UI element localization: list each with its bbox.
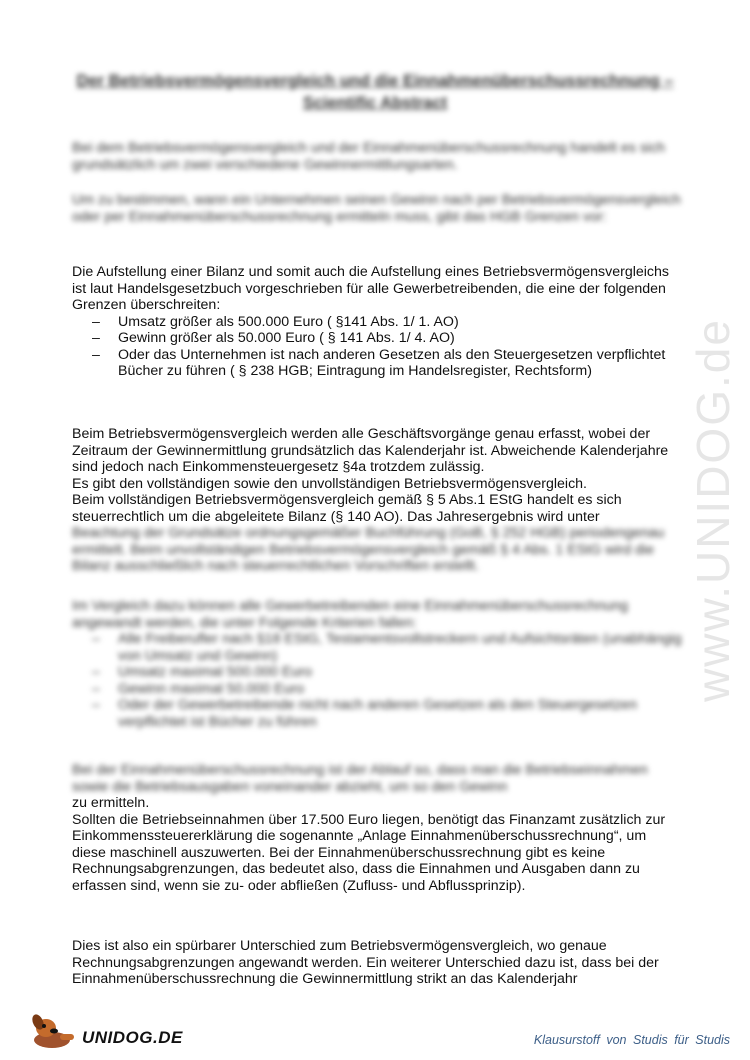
list-item: – Umsatz maximal 500.000 Euro — [92, 664, 682, 681]
logo-text: UNIDOG.DE — [82, 1028, 183, 1047]
footer-tagline: Klausurstoff von Studis für Studis — [533, 1033, 730, 1047]
intro-paragraph-1 — [72, 140, 682, 173]
bvv-line-3: Beim vollständigen Betriebsvermögensvergleich gemäß § 5 Abs.1 EStG handelt es sich steuerrechtlich um die abgeleitete Bilanz (§ 140 AO). Das Jahresergebnis wird unter — [72, 492, 622, 525]
list-item: – Umsatz größer als 500.000 Euro ( §141 Abs. 1/ 1. AO) — [92, 314, 682, 331]
dog-mascot-icon — [24, 1010, 80, 1050]
watermark-text: www.UNIDOG.de — [687, 318, 739, 702]
bvv-blurred-tail: Beachtung der Grundsätze ordnungsgemäßer Buchführung (GoB, § 252 HGB) periodengenau ermittelt. Beim unvollständigen Betriebsvermögensvergleich gemäß § 4 Abs. 1 EStG wird die Bilanz ausschließlich nach steuerrechtlichen Vorschriften erstellt. — [72, 525, 665, 574]
section-bvv — [72, 426, 682, 575]
eur-ablauf-blurred: Bei der Einnahmenüberschussrechnung ist der Ablauf so, dass man die Betriebseinnahmen sowie die Betriebsausgaben voneinander abzieht, um so den Gewinn — [72, 762, 648, 795]
document-title: Der Betriebsvermögensvergleich und die Einnahmenüberschussrechnung – Scientific Abstract — [76, 72, 674, 112]
intro-text-2: Um zu bestimmen, wann ein Unternehmen seinen Gewinn nach per Betriebsvermögensvergleich oder per Einnahmenüberschussrechnung ermitteln muss, gibt das HGB Grenzen vor: — [72, 192, 681, 225]
eur-ablauf-text-1: zu ermitteln. — [72, 795, 150, 811]
watermark — [688, 280, 738, 740]
bvv-line-1: Beim Betriebsvermögensvergleich werden alle Geschäftsvorgänge genau erfasst, wobei der Zeitraum der Gewinnermittlung grundsätzlich das Kalenderjahr ist. Abweichende Kalenderjahre sind jedoch nach Einkommensteuergesetz §4a trotzdem zulässig. — [72, 426, 669, 475]
section-unterschied — [72, 938, 682, 988]
eur-criteria-list — [72, 631, 682, 730]
eur-ablauf-text-2: Sollten die Betriebseinnahmen über 17.500 Euro liegen, benötigt das Finanzamt zusätzlich zur Einkommenssteuererklärung die sogenannte „Anlage Einnahmenüberschussrechnung“, um diese maschinell auszuwerten. Bei der Einnahmenüberschussrechnung gibt es keine Rechnungsabgrenzungen, das bedeutet also, dass die Einnahmen und Ausgaben dann zu erfassen sind, wenn sie zu- oder abfließen (Zufluss- und Abflussprinzip). — [72, 811, 666, 894]
list-item: – Oder der Gewerbetreibende nicht nach anderen Gesetzen als den Steuergesetzen verpflichtet ist Bücher zu führen — [92, 697, 682, 730]
section-bilanz — [72, 264, 682, 380]
list-item: – Oder das Unternehmen ist nach anderen Gesetzen als den Steuergesetzen verpflichtet Bücher zu führen ( § 238 HGB; Eintragung im Handelsregister, Rechtsform) — [92, 347, 682, 380]
list-item: – Alle Freiberufler nach §18 EStG, Testamentsvollstreckern und Aufsichtsräten (unabhängig von Umsatz und Gewinn) — [92, 631, 682, 664]
section-eur-criteria — [72, 598, 682, 730]
bvv-line-2: Es gibt den vollständigen sowie den unvollständigen Betriebsvermögensvergleich. — [72, 475, 588, 492]
grenzen-list — [72, 314, 682, 380]
list-item: – Gewinn maximal 50.000 Euro — [92, 681, 682, 698]
intro-paragraph-2 — [72, 192, 682, 225]
list-item: – Gewinn größer als 50.000 Euro ( § 141 Abs. 1/ 4. AO) — [92, 330, 682, 347]
unidog-logo — [24, 1010, 204, 1050]
section-bilanz-text: Die Aufstellung einer Bilanz und somit auch die Aufstellung eines Betriebsvermögensvergleichs ist laut Handelsgesetzbuch vorgeschrieben für alle Gewerbetreibenden, die eine der folgenden Grenzen überschreiten: — [72, 264, 670, 313]
intro-text-1: Bei dem Betriebsvermögensvergleich und der Einnahmenüberschussrechnung handelt es sich grundsätzlich um zwei verschiedene Gewinnermittlungsarten. — [72, 140, 666, 173]
unterschied-text: Dies ist also ein spürbarer Unterschied zum Betriebsvermögensvergleich, wo genaue Rechnungsabgrenzungen angewandt werden. Ein weiterer Unterschied dazu ist, dass bei der Einnahmenüberschussrechnung die Gewinnermittlung strikt an das Kalenderjahr — [72, 938, 659, 987]
section-eur-ablauf — [72, 762, 682, 894]
eur-criteria-text: Im Vergleich dazu können alle Gewerbetreibenden eine Einnahmenüberschussrechnung angewandt werden, die unter Folgende Kriterien fallen: — [72, 598, 629, 631]
